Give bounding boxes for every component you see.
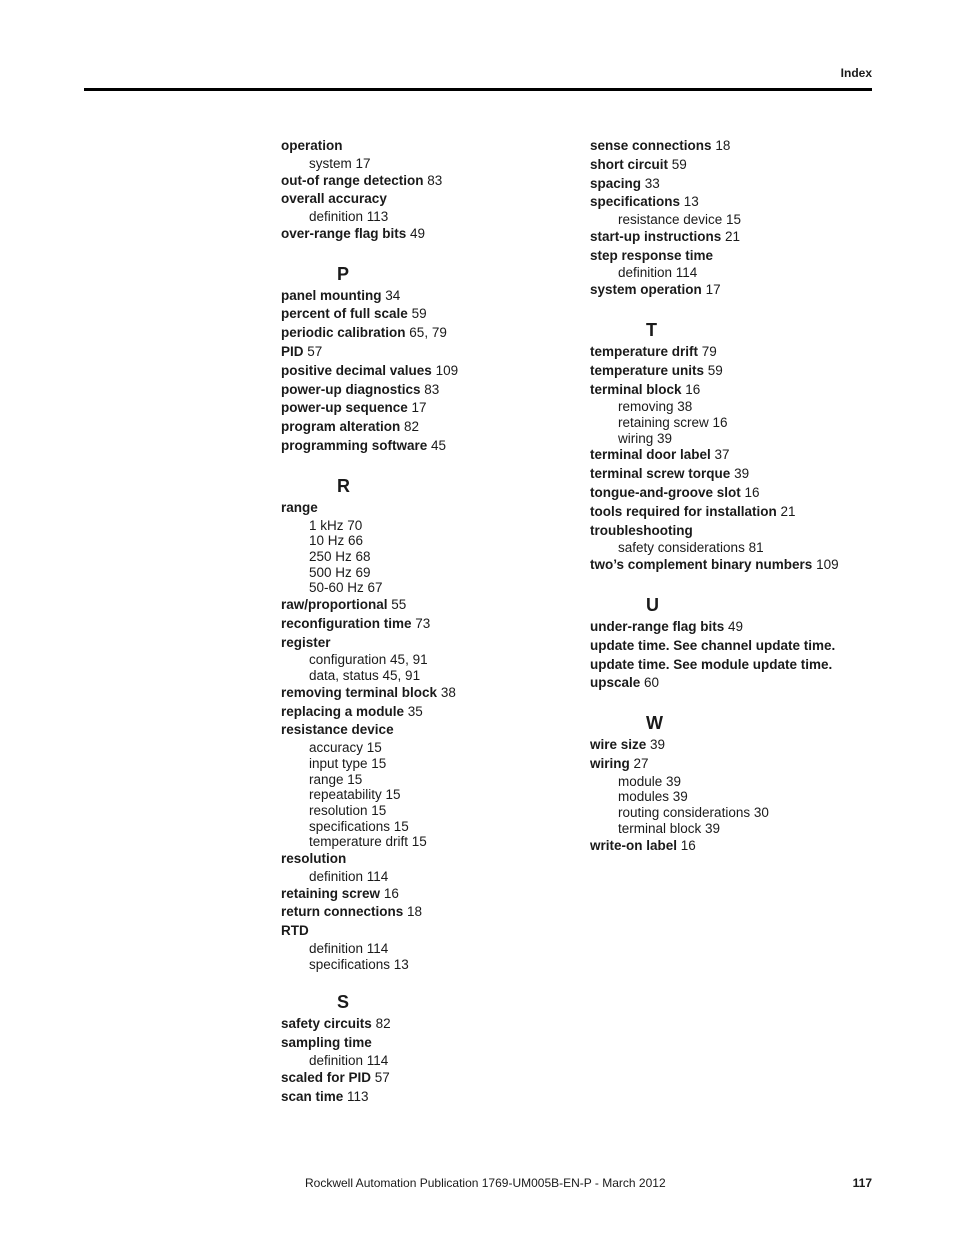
index-page-refs: 16 xyxy=(685,381,701,397)
index-term: wire size xyxy=(590,737,647,753)
index-term: wiring xyxy=(590,755,630,771)
index-subentry: specifications 15 xyxy=(309,818,409,834)
index-term: out-of range detection xyxy=(281,172,424,188)
index-term: power-up diagnostics xyxy=(281,381,421,397)
index-term: tongue-and-groove slot xyxy=(590,485,741,501)
index-page-refs: 39 xyxy=(734,466,750,482)
index-subentry: modules 39 xyxy=(618,789,688,805)
index-entry xyxy=(281,305,551,324)
index-subentry: module 39 xyxy=(618,773,682,789)
index-entry xyxy=(590,674,880,693)
index-term: safety circuits xyxy=(281,1016,372,1032)
index-subentry: routing considerations 30 xyxy=(618,805,769,821)
index-term: scan time xyxy=(281,1088,344,1104)
index-page-refs: 16 xyxy=(383,885,399,901)
index-subentry: retaining screw 16 xyxy=(618,415,728,431)
index-term: program alteration xyxy=(281,419,401,435)
index-term: sense connections xyxy=(590,138,712,153)
index-term: two’s complement binary numbers xyxy=(590,557,813,573)
index-entry xyxy=(281,418,551,437)
index-entry xyxy=(281,615,551,634)
index-term: under-range flag bits xyxy=(590,618,725,634)
index-page-refs: 35 xyxy=(407,703,423,719)
section-letter: P xyxy=(337,263,350,284)
index-entry xyxy=(281,684,551,703)
index-term: removing terminal block xyxy=(281,684,438,700)
index-page-refs: 57 xyxy=(307,343,323,359)
index-term: spacing xyxy=(590,175,642,191)
index-page-refs: 83 xyxy=(424,381,440,397)
index-page-refs: 34 xyxy=(385,287,401,303)
index-subentry: repeatability 15 xyxy=(309,787,401,803)
index-entry xyxy=(281,137,551,156)
index-term: power-up sequence xyxy=(281,400,408,416)
index-page-refs: 60 xyxy=(644,675,660,691)
index-term: RTD xyxy=(281,923,309,939)
index-entry xyxy=(590,156,880,175)
index-entry xyxy=(281,324,551,343)
index-page-refs: 37 xyxy=(714,447,730,463)
index-entry xyxy=(281,721,551,740)
index-subentry: input type 15 xyxy=(309,755,387,771)
header-rule xyxy=(84,88,872,91)
index-page-refs: 49 xyxy=(410,225,426,241)
index-term: sampling time xyxy=(281,1035,372,1051)
index-entry xyxy=(281,499,551,518)
index-entry xyxy=(281,1034,551,1053)
index-subentry: temperature drift 15 xyxy=(309,834,427,850)
index-page-refs: 82 xyxy=(375,1016,391,1032)
index-entry xyxy=(590,137,880,156)
index-entry xyxy=(590,736,880,755)
index-page-refs: 17 xyxy=(411,400,427,416)
index-term: write-on label xyxy=(590,837,678,853)
index-entry xyxy=(281,190,551,209)
index-column-left xyxy=(281,137,551,1106)
index-subentry: 1 kHz 70 xyxy=(309,517,363,533)
index-entry xyxy=(590,522,880,541)
index-term: register xyxy=(281,634,331,650)
index-subentry: definition 114 xyxy=(618,265,698,281)
index-entry xyxy=(590,837,880,856)
index-page-refs: 13 xyxy=(683,194,699,210)
index-term: tools required for installation xyxy=(590,503,777,519)
index-subentry: configuration 45, 91 xyxy=(309,652,428,668)
index-entry xyxy=(590,446,880,465)
index-subentry: system 17 xyxy=(309,155,371,171)
index-term: terminal screw torque xyxy=(590,466,731,482)
index-subentry: data, status 45, 91 xyxy=(309,668,421,684)
index-term: retaining screw xyxy=(281,885,381,901)
index-subentry: definition 114 xyxy=(309,1053,389,1069)
index-term: scaled for PID xyxy=(281,1069,372,1085)
index-subentry: 500 Hz 69 xyxy=(309,564,371,580)
index-entry xyxy=(590,247,880,266)
index-term: PID xyxy=(281,343,304,359)
index-term: short circuit xyxy=(590,156,669,172)
index-page-refs: 21 xyxy=(725,228,741,244)
index-term: step response time xyxy=(590,247,714,263)
index-entry xyxy=(590,503,880,522)
index-subentry: resolution 15 xyxy=(309,803,387,819)
index-term: over-range flag bits xyxy=(281,225,407,241)
index-entry xyxy=(590,656,880,675)
index-page-refs: 73 xyxy=(415,615,431,631)
index-entry xyxy=(590,343,880,362)
index-entry xyxy=(281,437,551,456)
index-page-refs: 65, 79 xyxy=(409,325,447,341)
index-page-refs: 33 xyxy=(644,175,660,191)
index-page-refs: 21 xyxy=(780,503,796,519)
index-subentry: range 15 xyxy=(309,771,363,787)
index-term: range xyxy=(281,499,318,515)
index-page-refs: 39 xyxy=(650,737,666,753)
index-entry xyxy=(281,596,551,615)
running-header: Index xyxy=(840,66,872,80)
index-entry xyxy=(281,703,551,722)
index-entry xyxy=(281,922,551,941)
index-term: system operation xyxy=(590,282,702,298)
index-subentry: definition 113 xyxy=(309,209,389,225)
index-subentry: 250 Hz 68 xyxy=(309,548,371,564)
index-page-refs: 109 xyxy=(435,362,459,378)
index-subentry: definition 114 xyxy=(309,868,389,884)
index-term: replacing a module xyxy=(281,703,405,719)
index-term: start-up instructions xyxy=(590,228,722,244)
index-term: upscale xyxy=(590,675,641,691)
index-term: periodic calibration xyxy=(281,325,406,341)
index-entry xyxy=(590,618,880,637)
index-entry xyxy=(590,556,880,575)
index-page-refs: 38 xyxy=(440,684,456,700)
index-term: specifications xyxy=(590,194,681,210)
index-entry xyxy=(281,1015,551,1034)
index-entry xyxy=(281,225,551,244)
index-page-refs: 83 xyxy=(427,172,443,188)
index-page-refs: 16 xyxy=(744,485,760,501)
index-subentry: 50-60 Hz 67 xyxy=(309,580,383,596)
index-page-refs: 79 xyxy=(701,343,717,359)
index-page-refs: 45 xyxy=(431,437,447,453)
index-entry xyxy=(281,903,551,922)
index-entry xyxy=(281,1088,551,1107)
index-subentry: definition 114 xyxy=(309,941,389,957)
index-term: raw/proportional xyxy=(281,597,388,613)
index-term: update time. See module update time. xyxy=(590,656,833,672)
index-term: temperature drift xyxy=(590,343,699,359)
index-page-refs: 16 xyxy=(680,837,696,853)
index-term: update time. See channel update time. xyxy=(590,637,836,653)
index-page-refs: 113 xyxy=(347,1088,369,1104)
index-term: resistance device xyxy=(281,722,394,738)
index-term: troubleshooting xyxy=(590,522,693,538)
index-entry xyxy=(281,172,551,191)
footer-publication: Rockwell Automation Publication 1769-UM005B-EN-P - March 2012 xyxy=(305,1176,666,1190)
index-page-refs: 109 xyxy=(816,557,839,573)
index-term: programming software xyxy=(281,437,428,453)
index-term: overall accuracy xyxy=(281,191,387,207)
section-letter: T xyxy=(646,319,657,340)
index-page-refs: 57 xyxy=(374,1069,390,1085)
index-entry xyxy=(590,281,880,300)
index-column-right xyxy=(590,137,880,855)
index-entry xyxy=(281,287,551,306)
index-entry xyxy=(281,634,551,653)
index-entry xyxy=(590,755,880,774)
index-entry xyxy=(590,465,880,484)
index-page-refs: 55 xyxy=(391,597,407,613)
index-term: operation xyxy=(281,138,343,153)
index-entry xyxy=(281,362,551,381)
index-term: panel mounting xyxy=(281,287,382,303)
index-entry xyxy=(281,885,551,904)
index-entry xyxy=(590,637,880,656)
index-page-refs: 17 xyxy=(705,282,721,298)
index-entry xyxy=(281,850,551,869)
index-entry xyxy=(590,484,880,503)
index-entry xyxy=(590,193,880,212)
index-subentry: removing 38 xyxy=(618,399,693,415)
index-term: resolution xyxy=(281,851,347,867)
index-subentry: resistance device 15 xyxy=(618,212,742,228)
index-term: reconfiguration time xyxy=(281,615,412,631)
index-entry xyxy=(281,381,551,400)
index-subentry: terminal block 39 xyxy=(618,820,721,836)
index-entry xyxy=(281,399,551,418)
index-page-refs: 18 xyxy=(407,904,423,920)
index-term: percent of full scale xyxy=(281,306,408,322)
index-subentry: accuracy 15 xyxy=(309,740,382,756)
index-entry xyxy=(590,362,880,381)
index-page-refs: 59 xyxy=(707,362,723,378)
section-letter: R xyxy=(337,475,350,496)
index-term: terminal block xyxy=(590,381,682,397)
index-subentry: wiring 39 xyxy=(618,430,673,446)
section-letter: U xyxy=(646,594,659,615)
index-term: terminal door label xyxy=(590,447,711,463)
index-page-refs: 59 xyxy=(411,306,427,322)
index-entry xyxy=(590,381,880,400)
section-letter: S xyxy=(337,992,350,1013)
index-entry xyxy=(281,343,551,362)
page-number: 117 xyxy=(852,1176,872,1190)
index-subentry: safety considerations 81 xyxy=(618,540,764,556)
index-term: temperature units xyxy=(590,362,705,378)
index-page-refs: 59 xyxy=(671,156,687,172)
index-entry xyxy=(590,175,880,194)
index-term: positive decimal values xyxy=(281,362,432,378)
index-entry xyxy=(281,1069,551,1088)
index-page-refs: 49 xyxy=(728,618,744,634)
index-page-refs: 82 xyxy=(404,419,420,435)
index-subentry: specifications 13 xyxy=(309,956,409,972)
index-page-refs: 27 xyxy=(633,755,649,771)
index-page-refs: 18 xyxy=(715,138,731,153)
index-subentry: 10 Hz 66 xyxy=(309,533,364,549)
index-entry xyxy=(590,228,880,247)
section-letter: W xyxy=(646,713,663,734)
index-term: return connections xyxy=(281,904,404,920)
